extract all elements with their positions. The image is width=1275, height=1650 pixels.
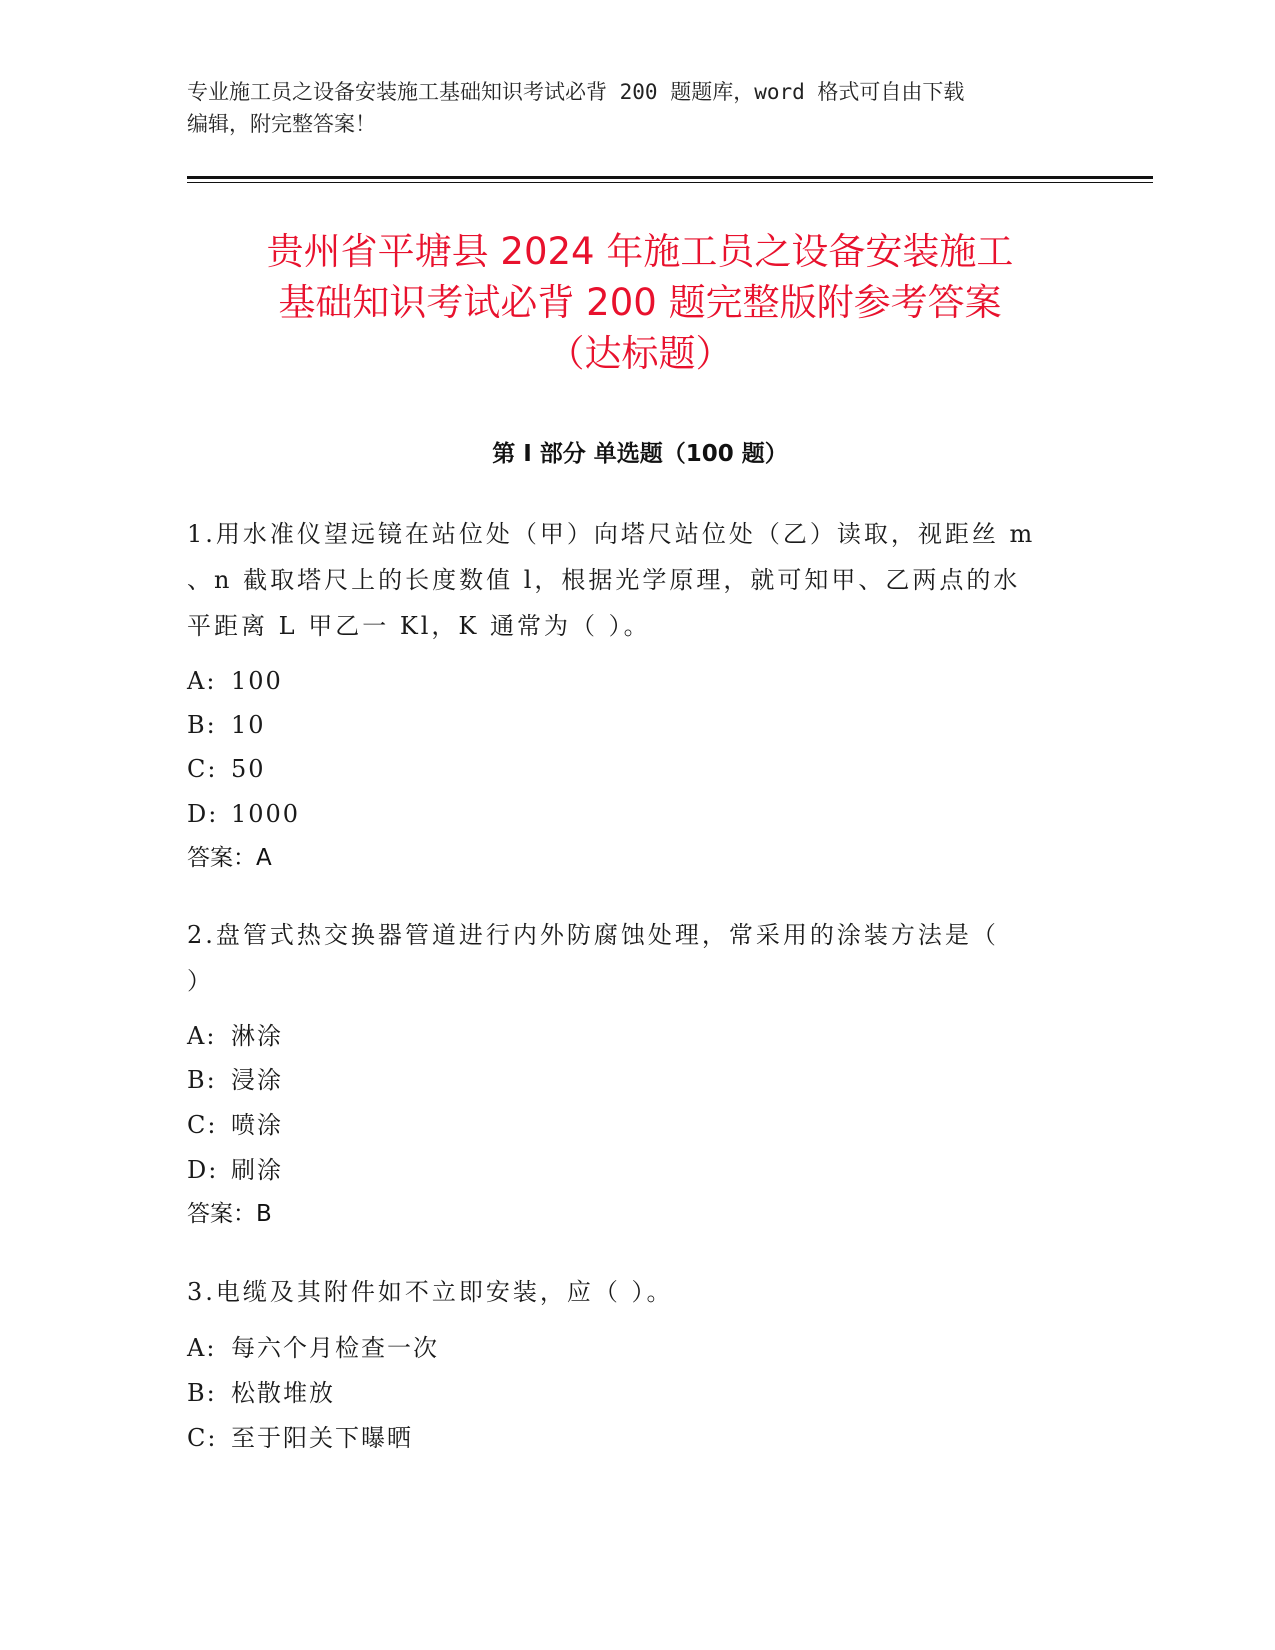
option-letter: A: xyxy=(187,1022,217,1050)
option-letter: B: xyxy=(187,1379,217,1407)
question-1-stem-line3: 平距离 L 甲乙一 Kl，K 通常为（ ）。 xyxy=(187,612,651,640)
question-3-stem xyxy=(187,1269,1087,1315)
document-title-line2: 基础知识考试必背 200 题完整版附参考答案 xyxy=(278,281,1002,324)
header-divider-thin xyxy=(187,182,1153,183)
question-1-stem xyxy=(187,511,1087,649)
option-text: 淋涂 xyxy=(231,1022,283,1050)
question-1-option-d xyxy=(187,799,300,829)
header-divider-thick xyxy=(187,176,1153,179)
section-heading: 第 I 部分 单选题（100 题） xyxy=(492,441,788,467)
option-letter: D: xyxy=(187,1156,219,1184)
question-3-option-a xyxy=(187,1333,439,1363)
option-text: 每六个月检查一次 xyxy=(231,1334,439,1362)
option-letter: A: xyxy=(187,667,217,695)
option-letter: A: xyxy=(187,1334,217,1362)
question-2-option-a xyxy=(187,1021,283,1051)
question-1-answer: 答案：A xyxy=(187,845,272,871)
option-letter: C: xyxy=(187,1424,218,1452)
question-2-option-d xyxy=(187,1155,283,1185)
question-2-stem-line1: 2.盘管式热交换器管道进行内外防腐蚀处理，常采用的涂装方法是（ xyxy=(187,921,999,949)
option-text: 松散堆放 xyxy=(231,1379,335,1407)
question-1-stem-line2: 、n 截取塔尺上的长度数值 l，根据光学原理，就可知甲、乙两点的水 xyxy=(187,566,1021,594)
question-3-option-b xyxy=(187,1378,335,1408)
question-2-stem xyxy=(187,912,1087,1004)
option-text: 100 xyxy=(231,667,283,695)
document-title xyxy=(150,226,1130,379)
question-1-option-a xyxy=(187,666,283,696)
question-2-option-c xyxy=(187,1110,283,1140)
question-1-stem-line1: 1.用水准仪望远镜在站位处（甲）向塔尺站位处（乙）读取，视距丝 m xyxy=(187,520,1036,548)
question-2-option-b xyxy=(187,1065,283,1095)
header-note-line2: 编辑，附完整答案！ xyxy=(187,112,376,136)
option-letter: C: xyxy=(187,1111,218,1139)
option-text: 1000 xyxy=(231,800,301,828)
document-title-line1: 贵州省平塘县 2024 年施工员之设备安装施工 xyxy=(266,230,1014,273)
option-text: 10 xyxy=(231,711,266,739)
question-1-option-c xyxy=(187,754,266,784)
document-title-line3: （达标题） xyxy=(547,332,733,375)
question-1-option-b xyxy=(187,710,266,740)
option-text: 喷涂 xyxy=(231,1111,283,1139)
option-letter: B: xyxy=(187,1066,217,1094)
option-letter: D: xyxy=(187,800,219,828)
question-2-stem-line2: ） xyxy=(187,967,214,995)
option-letter: B: xyxy=(187,711,217,739)
question-2-answer: 答案：B xyxy=(187,1201,272,1227)
question-3-stem-line1: 3.电缆及其附件如不立即安装，应（ ）。 xyxy=(187,1278,674,1306)
header-note xyxy=(187,76,1067,140)
header-note-line1: 专业施工员之设备安装施工基础知识考试必背 200 题题库，word 格式可自由下载 xyxy=(187,80,965,104)
option-text: 刷涂 xyxy=(231,1156,283,1184)
option-text: 至于阳关下曝晒 xyxy=(231,1424,413,1452)
option-text: 50 xyxy=(231,755,266,783)
option-letter: C: xyxy=(187,755,218,783)
option-text: 浸涂 xyxy=(231,1066,283,1094)
question-3-option-c xyxy=(187,1423,413,1453)
